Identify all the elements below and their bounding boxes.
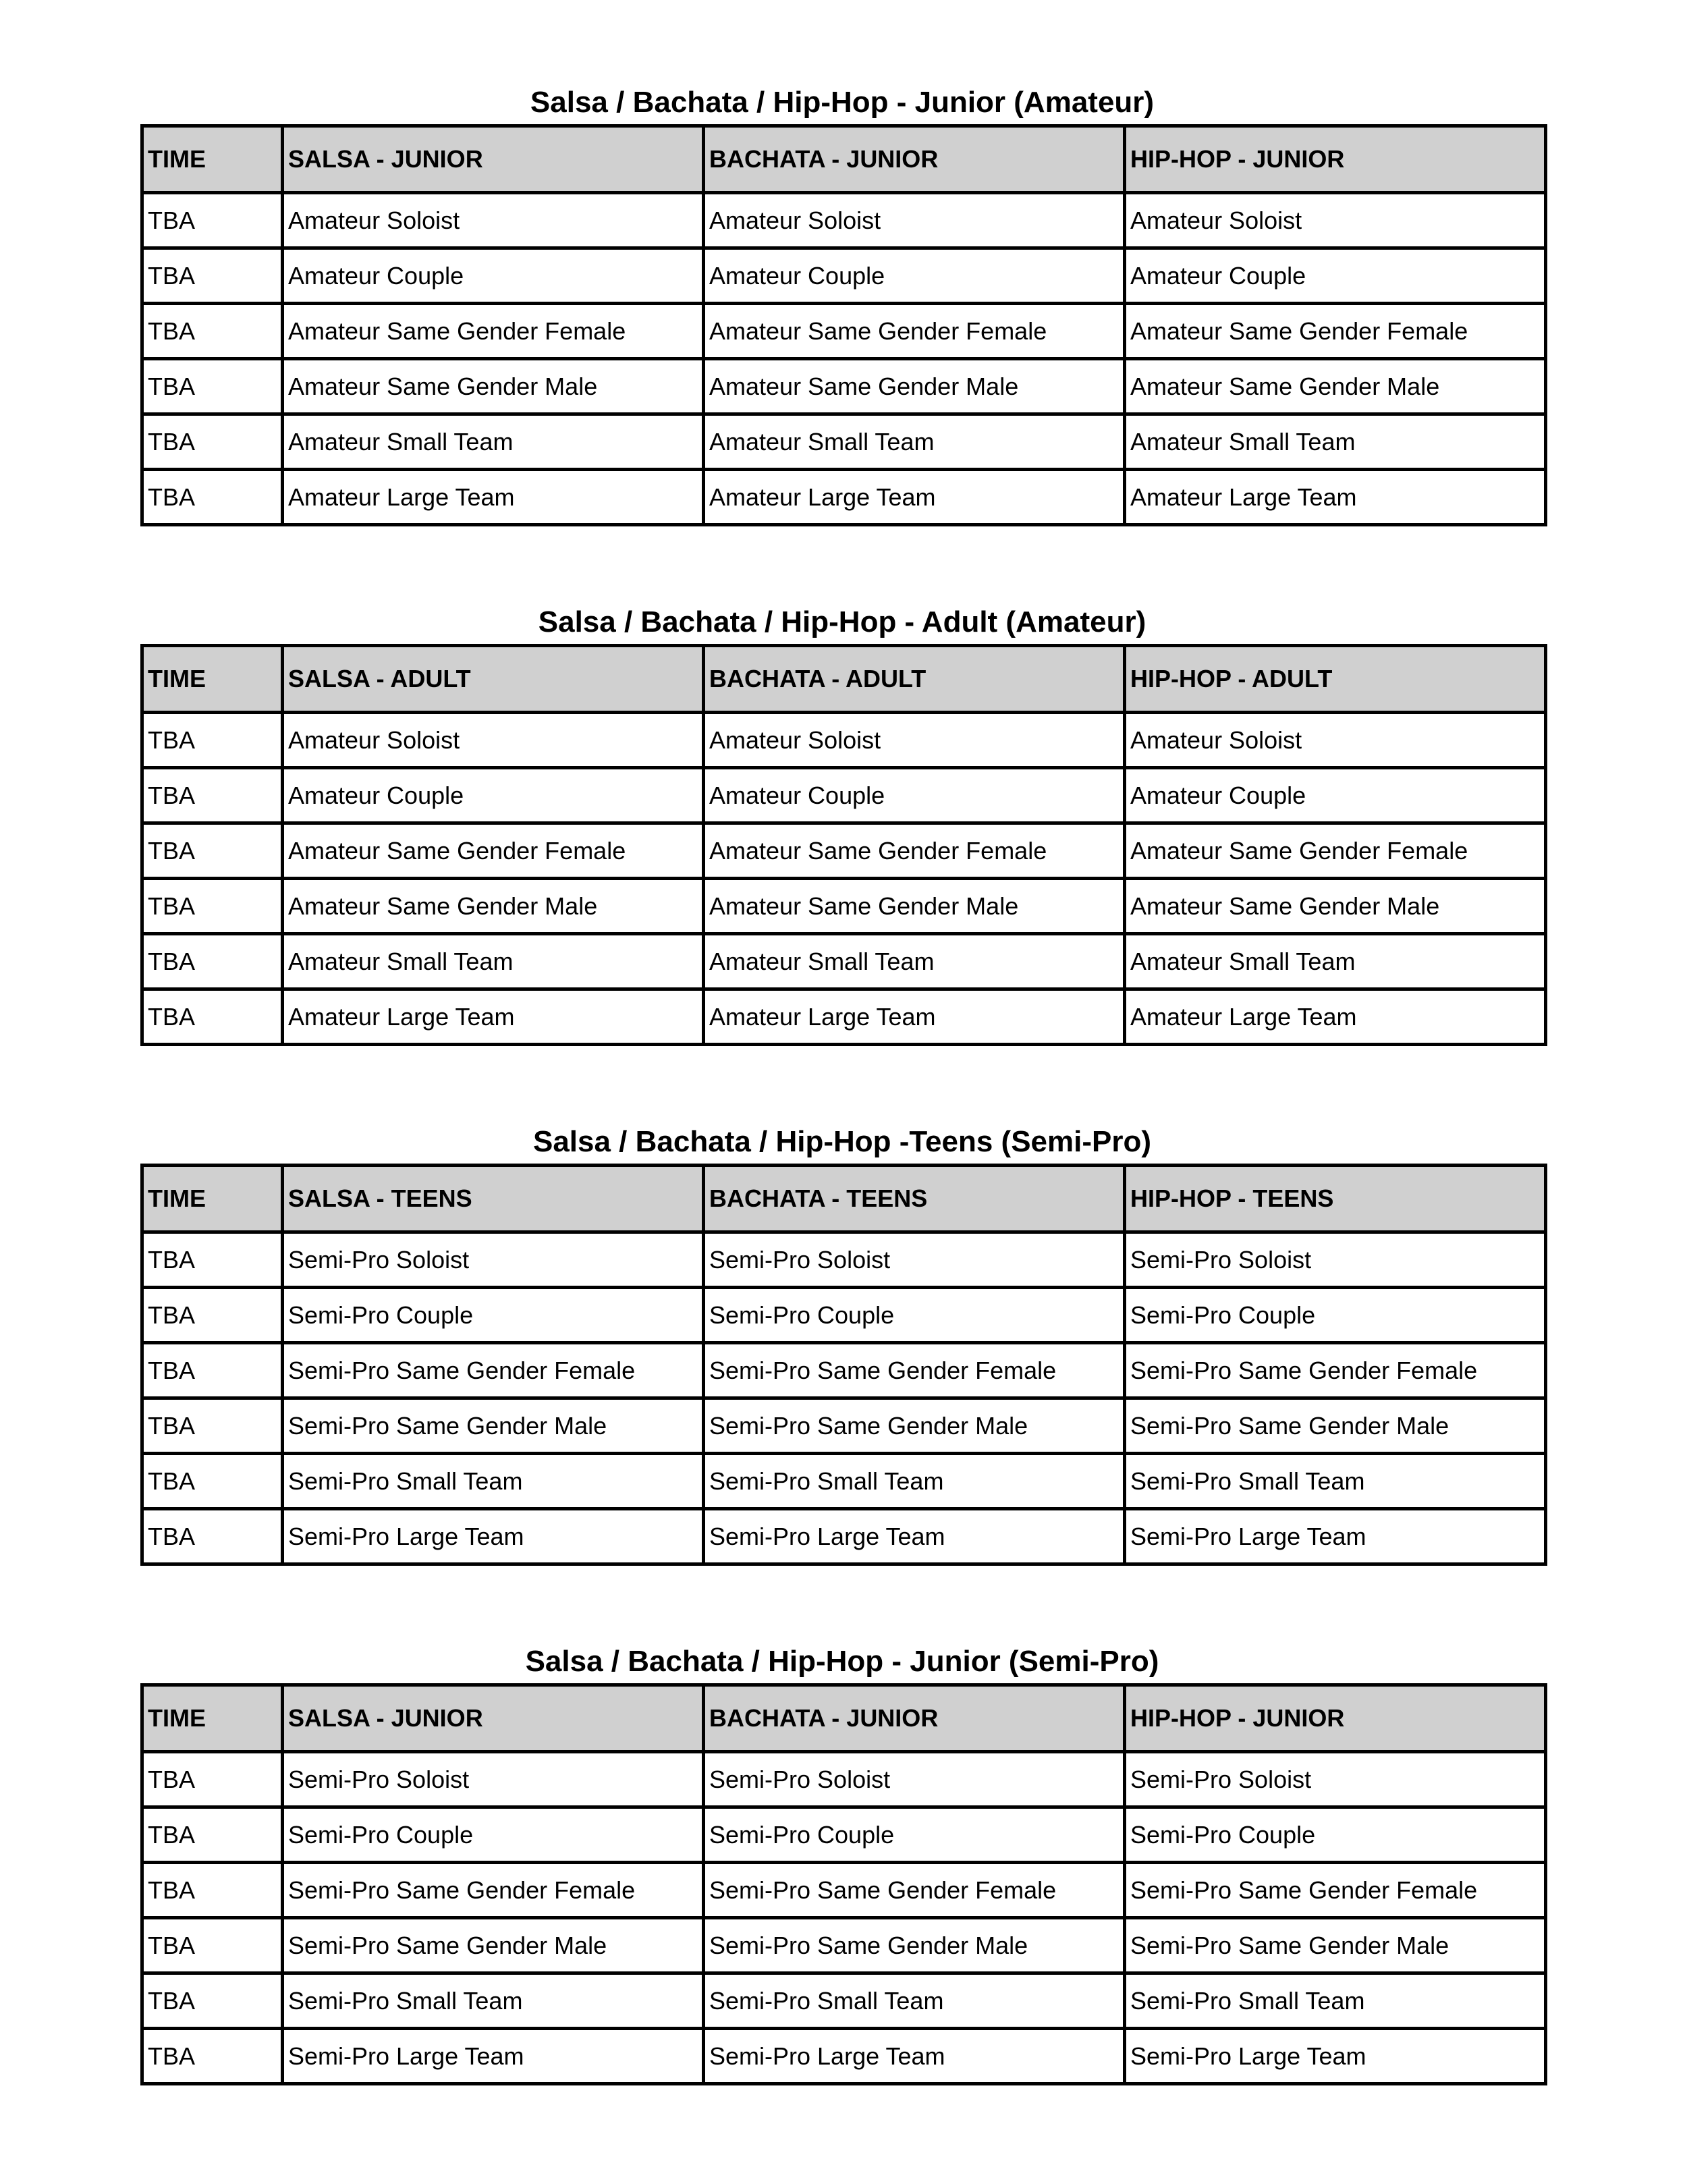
time-cell: TBA [142,934,283,989]
bachata-cell: Amateur Soloist [704,193,1125,248]
time-cell: TBA [142,1807,283,1863]
header-cell-hiphop: HIP-HOP - JUNIOR [1125,1685,1546,1752]
table-row [142,1398,1546,1454]
table-row [142,1454,1546,1509]
time-cell: TBA [142,2029,283,2084]
schedule-section-teens-semi-pro [140,1124,1544,1566]
hiphop-cell: Amateur Small Team [1125,414,1546,470]
salsa-cell: Semi-Pro Same Gender Female [283,1863,704,1918]
table-row [142,823,1546,879]
salsa-cell: Semi-Pro Same Gender Female [283,1343,704,1398]
time-cell: TBA [142,879,283,934]
header-cell-salsa: SALSA - JUNIOR [283,1685,704,1752]
header-row [142,1166,1546,1232]
table-row [142,1288,1546,1343]
salsa-cell: Semi-Pro Large Team [283,2029,704,2084]
hiphop-cell: Semi-Pro Couple [1125,1807,1546,1863]
bachata-cell: Amateur Couple [704,248,1125,304]
bachata-cell: Amateur Small Team [704,934,1125,989]
hiphop-cell: Semi-Pro Large Team [1125,2029,1546,2084]
header-cell-bachata: BACHATA - TEENS [704,1166,1125,1232]
hiphop-cell: Semi-Pro Same Gender Male [1125,1918,1546,1973]
table-row [142,1863,1546,1918]
hiphop-cell: Amateur Same Gender Female [1125,823,1546,879]
hiphop-cell: Semi-Pro Large Team [1125,1509,1546,1564]
salsa-cell: Semi-Pro Couple [283,1288,704,1343]
salsa-cell: Amateur Soloist [283,193,704,248]
hiphop-cell: Amateur Soloist [1125,713,1546,768]
table-row [142,304,1546,359]
bachata-cell: Amateur Large Team [704,470,1125,525]
table-row [142,248,1546,304]
bachata-cell: Semi-Pro Soloist [704,1232,1125,1288]
salsa-cell: Semi-Pro Large Team [283,1509,704,1564]
hiphop-cell: Semi-Pro Small Team [1125,1454,1546,1509]
time-cell: TBA [142,1343,283,1398]
table-row [142,1752,1546,1807]
time-cell: TBA [142,359,283,414]
salsa-cell: Semi-Pro Soloist [283,1232,704,1288]
salsa-cell: Amateur Same Gender Female [283,304,704,359]
bachata-cell: Semi-Pro Couple [704,1807,1125,1863]
header-cell-time: TIME [142,1685,283,1752]
header-cell-hiphop: HIP-HOP - TEENS [1125,1166,1546,1232]
header-cell-hiphop: HIP-HOP - JUNIOR [1125,126,1546,193]
bachata-cell: Semi-Pro Same Gender Male [704,1918,1125,1973]
hiphop-cell: Semi-Pro Couple [1125,1288,1546,1343]
hiphop-cell: Amateur Couple [1125,768,1546,823]
section-title: Salsa / Bachata / Hip-Hop - Junior (Amateur) [530,86,1155,119]
hiphop-cell: Amateur Couple [1125,248,1546,304]
bachata-cell: Semi-Pro Same Gender Male [704,1398,1125,1454]
hiphop-cell: Amateur Same Gender Female [1125,304,1546,359]
time-cell: TBA [142,1509,283,1564]
time-cell: TBA [142,1398,283,1454]
header-cell-bachata: BACHATA - ADULT [704,646,1125,713]
salsa-cell: Semi-Pro Couple [283,1807,704,1863]
hiphop-cell: Amateur Same Gender Male [1125,359,1546,414]
table-row [142,2029,1546,2084]
section-title: Salsa / Bachata / Hip-Hop - Junior (Semi-Pro) [525,1645,1159,1678]
schedule-table [140,644,1547,1046]
header-cell-hiphop: HIP-HOP - ADULT [1125,646,1546,713]
hiphop-cell: Amateur Large Team [1125,989,1546,1045]
time-cell: TBA [142,193,283,248]
salsa-cell: Amateur Large Team [283,470,704,525]
table-row [142,989,1546,1045]
header-row [142,126,1546,193]
header-row [142,1685,1546,1752]
time-cell: TBA [142,823,283,879]
salsa-cell: Semi-Pro Small Team [283,1454,704,1509]
bachata-cell: Semi-Pro Small Team [704,1454,1125,1509]
time-cell: TBA [142,1454,283,1509]
bachata-cell: Semi-Pro Large Team [704,2029,1125,2084]
salsa-cell: Amateur Same Gender Female [283,823,704,879]
header-cell-time: TIME [142,126,283,193]
bachata-cell: Amateur Couple [704,768,1125,823]
table-row [142,1509,1546,1564]
header-cell-salsa: SALSA - ADULT [283,646,704,713]
bachata-cell: Amateur Same Gender Male [704,879,1125,934]
bachata-cell: Semi-Pro Couple [704,1288,1125,1343]
time-cell: TBA [142,713,283,768]
hiphop-cell: Semi-Pro Same Gender Female [1125,1863,1546,1918]
table-row [142,713,1546,768]
table-row [142,1973,1546,2029]
header-cell-bachata: BACHATA - JUNIOR [704,1685,1125,1752]
header-row [142,646,1546,713]
header-cell-salsa: SALSA - TEENS [283,1166,704,1232]
time-cell: TBA [142,414,283,470]
bachata-cell: Amateur Same Gender Male [704,359,1125,414]
salsa-cell: Amateur Soloist [283,713,704,768]
hiphop-cell: Semi-Pro Small Team [1125,1973,1546,2029]
time-cell: TBA [142,1918,283,1973]
bachata-cell: Semi-Pro Large Team [704,1509,1125,1564]
salsa-cell: Amateur Small Team [283,414,704,470]
table-row [142,193,1546,248]
table-row [142,934,1546,989]
schedule-section-junior-amateur [140,85,1544,526]
time-cell: TBA [142,1863,283,1918]
hiphop-cell: Amateur Small Team [1125,934,1546,989]
bachata-cell: Semi-Pro Same Gender Female [704,1343,1125,1398]
hiphop-cell: Amateur Same Gender Male [1125,879,1546,934]
time-cell: TBA [142,470,283,525]
salsa-cell: Amateur Same Gender Male [283,879,704,934]
table-row [142,470,1546,525]
hiphop-cell: Semi-Pro Soloist [1125,1752,1546,1807]
time-cell: TBA [142,989,283,1045]
bachata-cell: Amateur Same Gender Female [704,823,1125,879]
hiphop-cell: Amateur Large Team [1125,470,1546,525]
table-row [142,768,1546,823]
salsa-cell: Semi-Pro Same Gender Male [283,1918,704,1973]
section-title: Salsa / Bachata / Hip-Hop -Teens (Semi-Pro) [532,1125,1152,1158]
hiphop-cell: Semi-Pro Same Gender Female [1125,1343,1546,1398]
schedule-section-adult-amateur [140,605,1544,1046]
bachata-cell: Semi-Pro Same Gender Female [704,1863,1125,1918]
bachata-cell: Amateur Large Team [704,989,1125,1045]
hiphop-cell: Semi-Pro Soloist [1125,1232,1546,1288]
salsa-cell: Amateur Small Team [283,934,704,989]
hiphop-cell: Amateur Soloist [1125,193,1546,248]
time-cell: TBA [142,248,283,304]
header-cell-salsa: SALSA - JUNIOR [283,126,704,193]
table-row [142,1918,1546,1973]
header-cell-bachata: BACHATA - JUNIOR [704,126,1125,193]
schedule-table [140,1164,1547,1566]
table-row [142,414,1546,470]
bachata-cell: Amateur Soloist [704,713,1125,768]
schedule-table [140,1683,1547,2085]
time-cell: TBA [142,768,283,823]
header-cell-time: TIME [142,1166,283,1232]
hiphop-cell: Semi-Pro Same Gender Male [1125,1398,1546,1454]
salsa-cell: Semi-Pro Same Gender Male [283,1398,704,1454]
salsa-cell: Amateur Couple [283,768,704,823]
time-cell: TBA [142,1232,283,1288]
time-cell: TBA [142,1973,283,2029]
bachata-cell: Amateur Small Team [704,414,1125,470]
table-row [142,1343,1546,1398]
bachata-cell: Semi-Pro Small Team [704,1973,1125,2029]
bachata-cell: Semi-Pro Soloist [704,1752,1125,1807]
section-title: Salsa / Bachata / Hip-Hop - Adult (Amateur) [538,605,1146,638]
time-cell: TBA [142,304,283,359]
header-cell-time: TIME [142,646,283,713]
salsa-cell: Amateur Couple [283,248,704,304]
table-row [142,879,1546,934]
table-row [142,1807,1546,1863]
bachata-cell: Amateur Same Gender Female [704,304,1125,359]
salsa-cell: Amateur Same Gender Male [283,359,704,414]
salsa-cell: Semi-Pro Small Team [283,1973,704,2029]
time-cell: TBA [142,1288,283,1343]
salsa-cell: Semi-Pro Soloist [283,1752,704,1807]
table-row [142,359,1546,414]
schedule-section-junior-semi-pro [140,1644,1544,2085]
time-cell: TBA [142,1752,283,1807]
schedule-table [140,124,1547,526]
salsa-cell: Amateur Large Team [283,989,704,1045]
table-row [142,1232,1546,1288]
